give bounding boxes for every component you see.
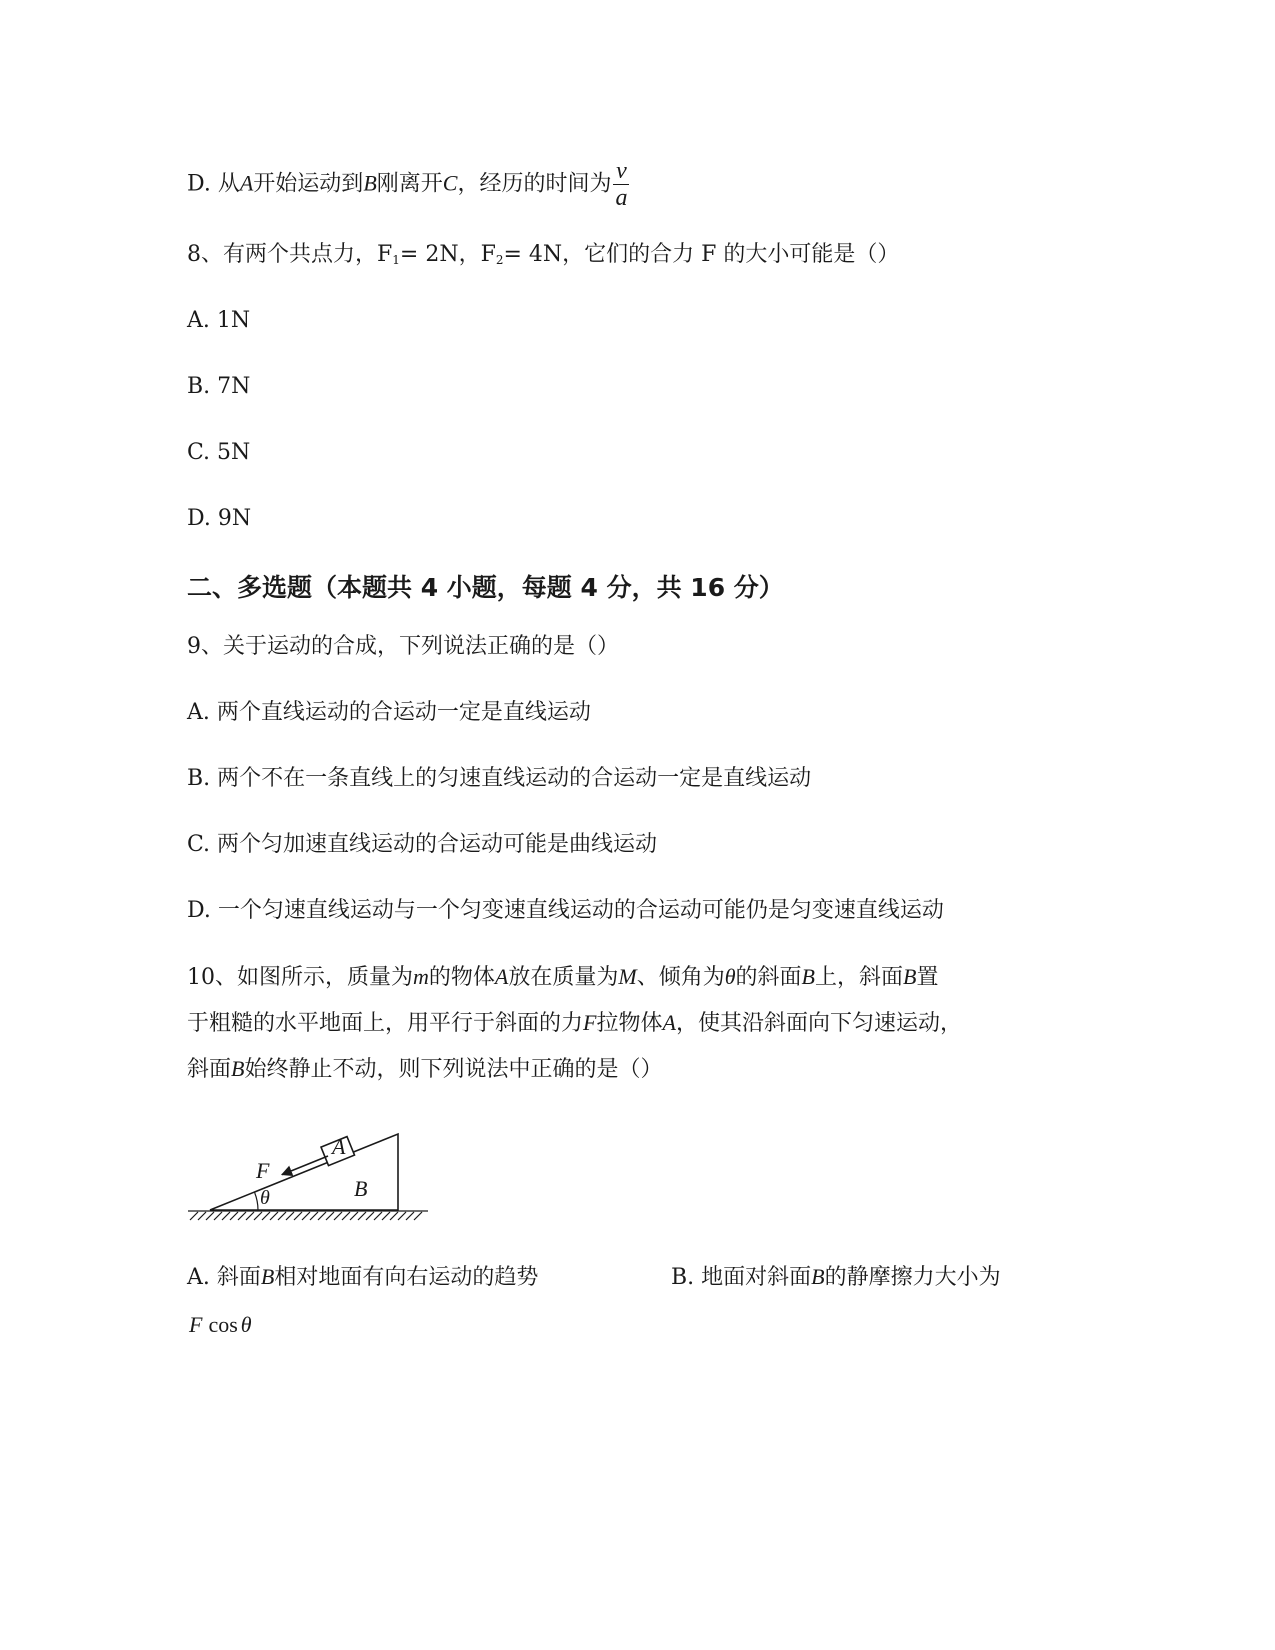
label-f: F <box>256 1158 270 1183</box>
var-b: B <box>260 1264 275 1289</box>
q10-text: 相对地面有向右运动的趋势 <box>274 1265 539 1290</box>
q10-option-b-formula <box>189 1310 252 1340</box>
var-b: B <box>903 964 917 989</box>
var-theta: θ <box>724 964 736 989</box>
fraction-numerator: v <box>613 158 629 185</box>
q10-option-b <box>671 1262 1001 1293</box>
q8-option-c: C. 5N <box>187 440 251 465</box>
q10-text: 放在质量为 <box>508 965 619 990</box>
q7-d-text: 刚离开 <box>376 171 443 197</box>
label-a: A <box>332 1134 346 1159</box>
q10-stem-line-3 <box>187 1054 662 1085</box>
cos-text: cos <box>208 1312 238 1337</box>
q7-d-prefix: D. 从 <box>187 171 240 197</box>
q10-text: 10、如图所示，质量为 <box>187 965 413 990</box>
var-a: A <box>662 1010 676 1035</box>
q10-text: 的斜面 <box>735 965 802 990</box>
q10-text: A. 斜面 <box>187 1265 261 1290</box>
ground-hatching <box>188 1211 428 1220</box>
fraction-denominator: a <box>615 185 628 211</box>
var-a: A <box>494 964 509 989</box>
q10-text: B. 地面对斜面 <box>671 1265 812 1290</box>
q10-text: 的静摩擦力大小为 <box>824 1265 1001 1290</box>
label-theta: θ <box>260 1187 270 1209</box>
q10-text: 拉物体 <box>596 1011 663 1036</box>
subscript-1: 1 <box>392 253 400 267</box>
angle-arc <box>255 1192 259 1210</box>
q9-option-c: C. 两个匀加速直线运动的合运动可能是曲线运动 <box>187 832 658 857</box>
incline-b <box>210 1134 398 1210</box>
q8-option-d: D. 9N <box>187 506 252 531</box>
q7-option-d <box>187 158 629 211</box>
label-b: B <box>354 1176 368 1201</box>
q10-text: 、倾角为 <box>636 965 725 990</box>
var-b: B <box>363 170 377 196</box>
var-f: F <box>583 1010 597 1035</box>
q8-option-a: A. 1N <box>187 308 251 333</box>
section-title: 二、多选题（本题共 4 小题，每题 4 分，共 16 分） <box>187 573 784 602</box>
q10-stem-line-1 <box>187 962 938 993</box>
q10-option-a <box>187 1262 538 1293</box>
q8-text: = 2N，F <box>399 242 496 267</box>
fraction-v-over-a <box>613 158 629 211</box>
q8-text: 8、有两个共点力，F <box>187 242 393 267</box>
q10-text: 上，斜面 <box>815 965 904 990</box>
q9-stem: 9、关于运动的合成，下列说法正确的是（） <box>187 634 619 659</box>
var-c: C <box>442 170 458 196</box>
q10-text: 置 <box>916 965 939 990</box>
incline-diagram <box>188 1128 438 1228</box>
q8-stem <box>187 240 899 275</box>
var-f: F <box>189 1312 203 1337</box>
var-a: A <box>239 170 254 196</box>
q10-text: ，使其沿斜面向下匀速运动， <box>675 1011 962 1036</box>
var-theta: θ <box>240 1312 252 1337</box>
var-m: m <box>413 964 429 989</box>
q10-text: 斜面 <box>187 1057 232 1082</box>
var-b: B <box>231 1056 245 1081</box>
q9-option-b: B. 两个不在一条直线上的匀速直线运动的合运动一定是直线运动 <box>187 766 812 791</box>
subscript-2: 2 <box>495 253 504 267</box>
var-b: B <box>801 964 815 989</box>
q10-text: 始终静止不动，则下列说法中正确的是（） <box>244 1057 663 1082</box>
q10-text: 的物体 <box>428 965 495 990</box>
q9-option-a: A. 两个直线运动的合运动一定是直线运动 <box>187 700 591 725</box>
q7-d-text: ，经历的时间为 <box>457 171 612 197</box>
var-b: B <box>811 1264 825 1289</box>
q8-option-b: B. 7N <box>187 374 251 399</box>
q8-text: = 4N，它们的合力 F 的大小可能是（） <box>503 242 900 267</box>
q10-stem-line-2 <box>187 1008 962 1039</box>
q7-d-text: 开始运动到 <box>253 171 364 197</box>
q10-text: 于粗糙的水平地面上，用平行于斜面的力 <box>187 1011 584 1036</box>
var-m-upper: M <box>618 964 637 989</box>
q9-option-d: D. 一个匀速直线运动与一个匀变速直线运动的合运动可能仍是匀变速直线运动 <box>187 898 944 923</box>
